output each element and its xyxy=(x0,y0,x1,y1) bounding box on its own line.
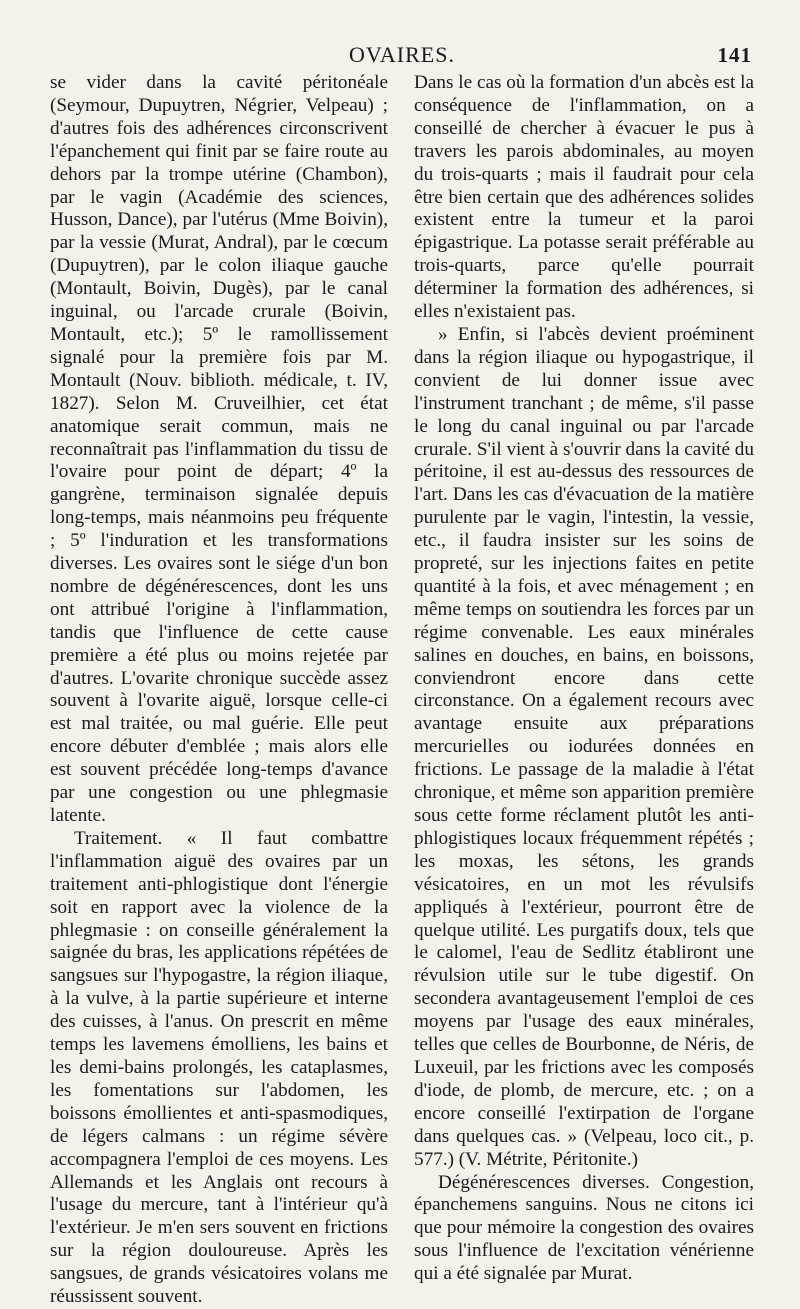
right-column xyxy=(414,72,754,1309)
running-head xyxy=(50,40,754,70)
text-columns xyxy=(50,72,754,1309)
left-paragraph-1: se vider dans la cavité péritonéale (Seymour, Dupuytren, Négrier, Velpeau) ; d'autres fois des adhérences circonscrivent l'épanchement qui finit par se faire route au dehors par la trompe utérine (Chambon), par le vagin (Académie des sciences, Husson, Dance), par l'utérus (Mme Boivin), par la vessie (Murat, Andral), par le cœcum (Dupuytren), par le colon iliaque gauche (Montault, Boivin, Dugès), par le canal inguinal, ou l'arcade crurale (Boivin, Montault, etc.); 5º le ramollissement signalé pour la première fois par M. Montault (Nouv. biblioth. médicale, t. IV, 1827). Selon M. Cruveilhier, cet état anatomique serait commun, mais ne reconnaîtrait pas l'inflammation du tissu de l'ovaire pour point de départ; 4º la gangrène, terminaison signalée depuis long-temps, mais néanmoins peu fréquente ; 5º l'induration et les transformations diverses. Les ovaires sont le siége d'un bon nombre de dégénérescences, dont les uns ont attribué l'origine à l'inflammation, tandis que l'influence de cette cause première a été plus ou moins rejetée par d'autres. L'ovarite chronique succède assez souvent à l'ovarite aiguë, lorsque celle-ci est mal traitée, ou mal guérie. Elle peut encore débuter d'emblée ; mais alors elle est souvent précédée long-temps d'avance par une congestion ou une phlegmasie latente. xyxy=(50,72,388,826)
left-column xyxy=(50,72,388,1309)
right-paragraph-degenerescences: Dégénérescences diverses. Congestion, épanchemens sanguins. Nous ne citons ici que pour mémoire la congestion des ovaires sous l'influence de l'excitation vénérienne qui a été signalée par Murat. xyxy=(414,1171,754,1285)
right-paragraph-2: » Enfin, si l'abcès devient proéminent dans la région iliaque ou hypogastrique, il convient de lui donner issue avec l'instrument tranchant ; de même, s'il passe le long du canal inguinal ou par l'arcade crurale. S'il vient à s'ouvrir dans la cavité du péritoine, il est au-dessus des ressources de l'art. Dans les cas d'évacuation de la matière purulente par le vagin, l'intestin, la vessie, etc., il faudra insister sur les soins de propreté, sur les injections faites en petite quantité à la fois, et avec ménagement ; en même temps on soutiendra les forces par un régime convenable. Les eaux minérales salines en douches, en bains, en boissons, conviendront encore dans cette circonstance. On a également recours avec avantage ensuite aux préparations mercurielles ou iodurées données en frictions. Le passage de la maladie à l'état chronique, et même son apparition première sous cette forme réclament plutôt les anti-phlogistiques locaux fréquemment répétés ; les moxas, les sétons, les grands vésicatoires, en un mot les révulsifs appliqués à l'extérieur, pourront être de quelque utilité. Les purgatifs doux, tels que le calomel, l'eau de Sedlitz établiront une révulsion utile sur le tube digestif. On secondera avantageusement l'emploi de ces moyens par l'usage des eaux minérales, telles que celles de Bourbonne, de Néris, de Luxeuil, par les frictions avec les composés d'iode, de plomb, de mercure, etc. ; on a encore conseillé l'extirpation de l'organe dans quelques cas. » (Velpeau, loco cit., p. 577.) (V. Métrite, Péritonite.) xyxy=(414,323,754,1170)
page-number: 141 xyxy=(717,43,752,67)
left-paragraph-treatment: Traitement. « Il faut combattre l'inflammation aiguë des ovaires par un traitement anti-phlogistique dont l'énergie soit en rapport avec la violence de la phlegmasie : on conseille généralement la saignée du bras, les applications répétées de sangsues sur l'hypogastre, la région iliaque, à la vulve, à la partie supérieure et interne des cuisses, à l'anus. On prescrit en même temps les lavemens émolliens, les bains et les demi-bains prolongés, les cataplasmes, les fomentations sur l'abdomen, les boissons émollientes et anti-spasmodiques, de légers calmans : un régime sévère accompagnera l'emploi de ces moyens. Les Allemands et les Anglais ont recours à l'usage du mercure, tant à l'intérieur qu'à l'extérieur. Je m'en sers souvent en frictions sur la région douloureuse. Après les sangsues, de grands vésicatoires volans me réussissent souvent. xyxy=(50,827,388,1308)
running-title: OVAIRES. xyxy=(348,42,455,67)
right-paragraph-1: Dans le cas où la formation d'un abcès est la conséquence de l'inflammation, on a conseillé de chercher à évacuer le pus à travers les parois abdominales, au moyen du trois-quarts ; mais il faudrait pour cela être bien certain que des adhérences solides existent entre la tumeur et la paroi épigastrique. La potasse serait préférable au trois-quarts, parce qu'elle pourrait déterminer la formation des adhérences, si elles n'existaient pas. xyxy=(414,72,754,323)
